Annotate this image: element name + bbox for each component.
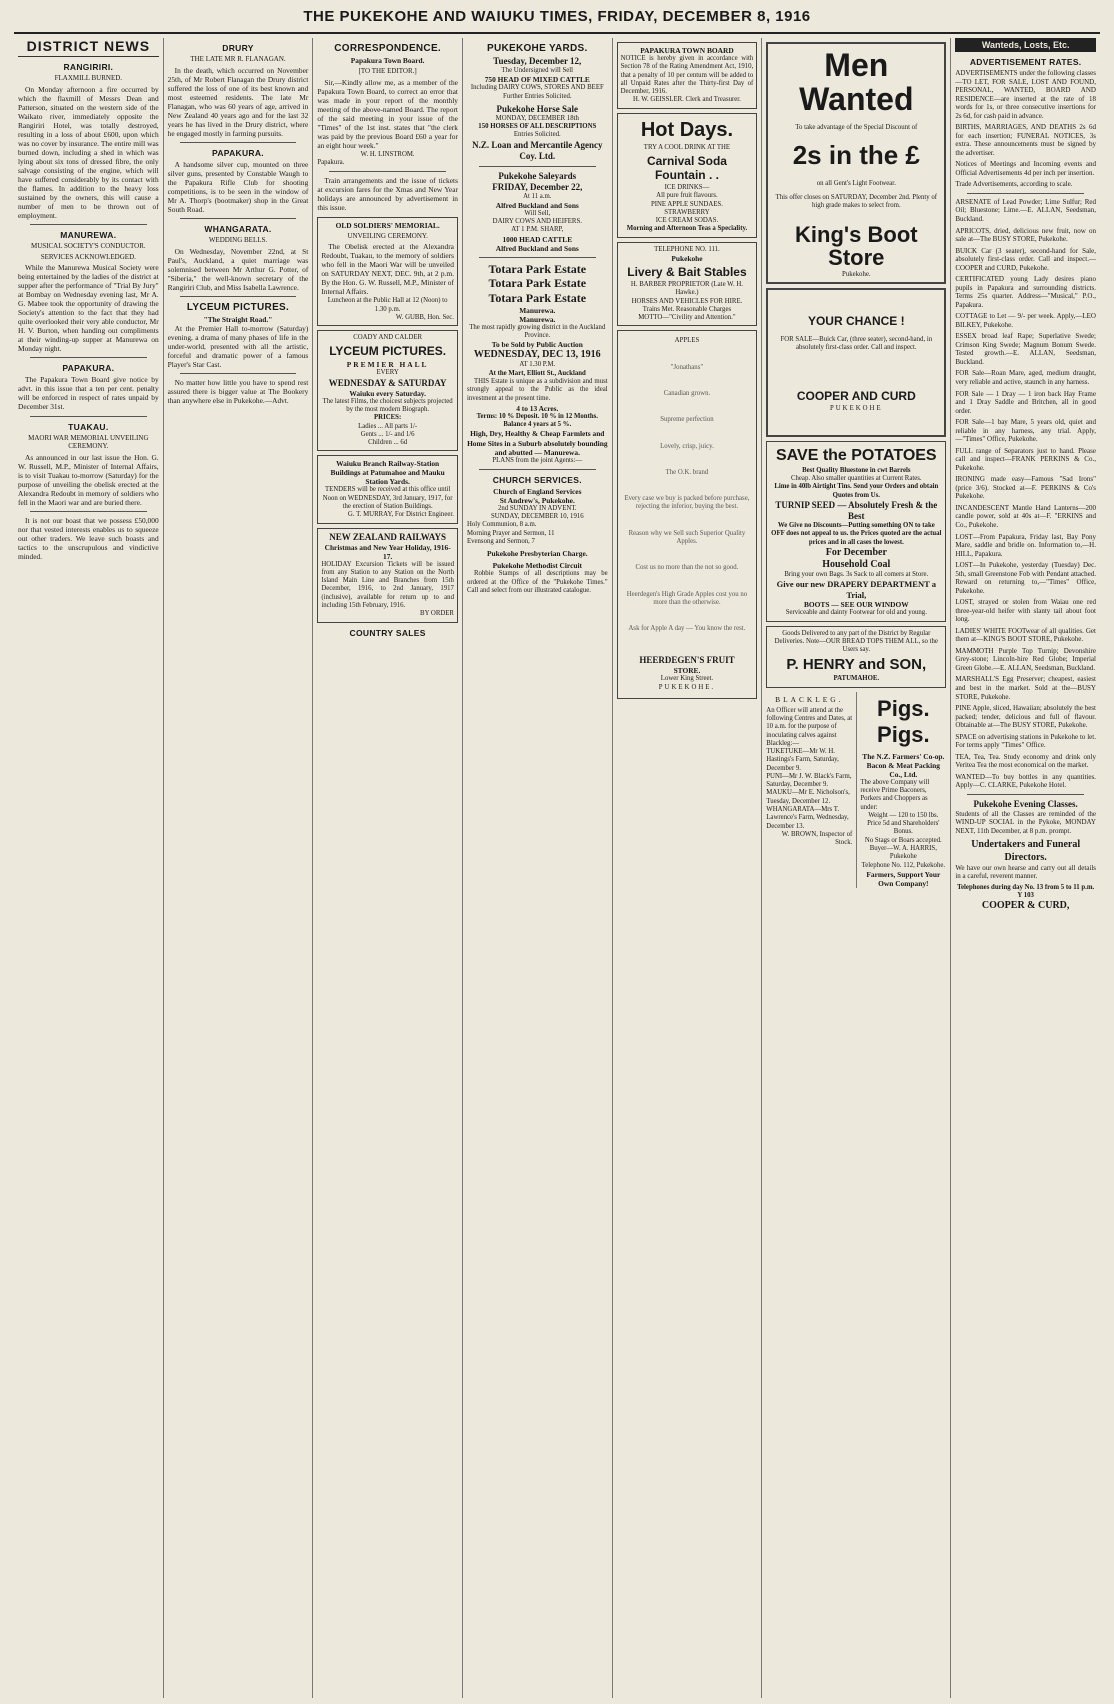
divider — [479, 469, 596, 470]
nostag: No Stags or Boars accepted. — [864, 836, 942, 844]
drapery: Give our new DRAPERY DEPARTMENT a Trial, — [776, 579, 937, 600]
heading: ADVERTISEMENT RATES. — [969, 57, 1082, 67]
place: Papakura. — [317, 159, 345, 167]
reason: Reason why we Sell such Superior Quality Apples. — [628, 529, 746, 545]
apples-ad — [617, 330, 758, 699]
heading: MANUREWA. — [60, 230, 117, 240]
pigs-ad — [856, 692, 946, 888]
divider — [180, 218, 297, 219]
teas: Morning and Afternoon Teas a Speciality. — [626, 225, 748, 233]
luncheon: Luncheon at the Public Hall at 12 (Noon) to 1.30 p.m. — [327, 297, 448, 313]
venue: PREMIER HALL — [346, 360, 429, 370]
discount-amount: 2s in the £ — [792, 140, 920, 171]
sell: The Undersigned will Sell — [501, 66, 574, 74]
store: HEERDEGEN'S FRUIT — [639, 655, 735, 666]
church: Pukekohe Methodist Circuit — [492, 561, 582, 571]
subheading: THE LATE MR R. FLANAGAN. — [190, 55, 286, 63]
costs: Cost us no more than the not so good. — [635, 564, 739, 572]
classified-ad: LOST—In Pukekohe, yesterday (Tuesday) Dec. 5th, small Greenstone Fob with Pendant attached. Reward on returning to,—"Times" Office, Pukekohe. — [955, 561, 1096, 595]
heading: BLACKLEG. — [775, 694, 844, 704]
stamps: Robbie Stamps of all descriptions may be ordered at the Office of the "Pukekohe Times." Call and select from our illustrated catalogue. — [466, 570, 608, 594]
lime: Lime in 40lb Airtight Tins. Send your Orders and obtain Quotes from Us. — [774, 483, 939, 499]
officer: An Officer will attend at the following Centres and Dates, at 10 a.m. for the purpose of inoculating calves against Blackleg:— — [766, 706, 853, 747]
engineer: G. T. MURRAY, For District Engineer. — [347, 511, 454, 519]
classified-ad: TEA, Tea, Tea. Study economy and drink only Veritea Tea the most economical on the market. — [955, 752, 1096, 770]
classified-ad: FOR Sale — 1 Dray — 1 iron back Hay Frame and 1 Dray Saddle and Britchen, all in good order. — [955, 389, 1096, 415]
horses: HORSES AND VEHICLES FOR HIRE. — [631, 297, 743, 305]
article-text: Sir,—Kindly allow me, as a member of the Papakura Town Board, to correct an error that was made in your report of the monthly meeting of the above-named Board. The report of the said meeting in your issue of the "Times" of the 1st inst. states that "the clerk was paid by the previous Board £60 a year for an eight hour week." — [317, 77, 458, 150]
town-board-notice — [617, 42, 758, 109]
date: Tuesday, December 12, — [493, 56, 582, 66]
estate-title: Totara Park Estate — [488, 276, 587, 291]
article-text: Train arrangements and the issue of tickets at excursion fares for the Xmas and New Year holidays are announced by advertisement in this issue. — [317, 176, 458, 213]
offer: This offer closes on SATURDAY, December 2nd. Plenty of high grade makes to select from. — [775, 194, 938, 210]
heading: Waiuku Branch Railway-Station Buildings at Patumahoe and Mauku Station Yards. — [330, 459, 445, 487]
classified-ad: INCANDESCENT Mantle Hand Lanterns—200 candle power, sold at 40s at—F. "ERKINS and Co., Pukekohe. — [955, 503, 1096, 529]
heading: Pukekohe Evening Classes. — [973, 798, 1078, 809]
heading: WHANGARATA. — [204, 223, 272, 234]
agency: N.Z. Loan and Mercantile Agency Coy. Ltd. — [472, 139, 603, 161]
classified-ad: LOST—From Papakura, Friday last, Bay Pony Mare, saddle and bridle on. Information to,—H. HILL, Papakura. — [955, 532, 1096, 558]
service: Evensong and Sermon, 7 — [466, 538, 535, 546]
subheading: MAORI WAR MEMORIAL UNVEILING CEREMONY. — [28, 433, 149, 451]
auction-date: WEDNESDAY, DEC 13, 1916 — [473, 349, 601, 361]
church: Pukekohe Presbyterian Charge. — [486, 549, 588, 559]
subheading: Christmas and New Year Holiday, 1916-17. — [324, 542, 451, 561]
headline: Men Wanted — [799, 47, 914, 117]
section-title: DISTRICT NEWS — [18, 38, 159, 57]
column-sales — [463, 38, 613, 1698]
title: LYCEUM PICTURES. — [329, 344, 447, 359]
auction-time: AT 1.30 P.M. — [519, 361, 556, 369]
column-district-news — [14, 38, 164, 1698]
bottom-ads — [766, 692, 946, 888]
divider — [329, 171, 446, 172]
blackleg-notice — [766, 692, 852, 888]
subheading: FLAXMILL BURNED. — [54, 74, 123, 82]
terms: Terms: 10 % Deposit. 10 % in 12 Months. Balance 4 years at 5 %. — [476, 412, 598, 429]
apples: APPLES — [674, 337, 700, 345]
classified-ad: ESSEX broad leaf Rape; Superlative Swede; Crimson King Swede; Magnum Bonum Swede. Tested growth.—E. ALLAN, Seedsman, Buckland. — [955, 332, 1096, 366]
headline: Hot Days. — [640, 118, 734, 141]
strawberry: STRAWBERRY — [664, 208, 710, 216]
livery-ad — [617, 242, 758, 327]
heading: CORRESPONDENCE. — [334, 43, 442, 54]
fountain: Carnival Soda Fountain . . — [646, 154, 727, 182]
tender-notice — [317, 455, 458, 523]
motto: MOTTO—"Civility and Attention." — [638, 314, 736, 322]
days: WEDNESDAY & SATURDAY — [328, 377, 447, 388]
subheading: Papakura Town Board. — [350, 56, 425, 65]
bluestone: Best Quality Bluestone in cwt Barrels — [802, 466, 911, 474]
heading: COUNTRY SALES — [349, 627, 426, 638]
entries: Entries Solicited. — [513, 131, 561, 139]
kings-boot-ad — [766, 42, 946, 284]
weight: Weight — 120 to 150 lbs. — [868, 811, 939, 819]
location: Manurewa. — [519, 305, 556, 315]
column-local — [164, 38, 314, 1698]
trains: Trains Met. Reasonable Charges — [642, 305, 732, 313]
horses: 150 HORSES OF ALL DESCRIPTIONS — [478, 123, 597, 131]
classified-ad: FOR Sale—Roan Mare, aged, medium draught, very reliable and active, staunch in any harness. — [955, 369, 1096, 386]
advent: 2nd SUNDAY IN ADVENT. — [497, 504, 577, 512]
tender-text: TENDERS will be received at this office until Noon on WEDNESDAY, 3rd January, 1917, for the erection of Station Buildings. — [322, 486, 453, 511]
description: The latest Films, the choicest subjects projected by the most modern Biograph. — [322, 397, 453, 413]
sodas: ICE CREAM SODAS. — [655, 217, 719, 225]
town: PATUMAHOE. — [833, 675, 880, 683]
town: PUKEKOHE. — [658, 683, 716, 691]
heading: LYCEUM PICTURES. — [186, 301, 290, 313]
classified-ad: LOST, strayed or stolen from Waiau one red three-year-old heifer with slanty tail about foot long. — [955, 598, 1096, 624]
classified-ad: BUICK Car (3 seater), second-hand for Sale, absolutely first-class order. Call and inspect.—COOPER and CURD, Pukekohe. — [955, 246, 1096, 272]
auction: To be Sold by Public Auction — [491, 340, 583, 350]
divider — [479, 166, 596, 167]
secretary: W. GUBB, Hon. Sec. — [395, 313, 454, 321]
turnip: TURNIP SEED — Absolutely Fresh & the Best — [775, 500, 938, 522]
subheading: "The Straight Road." — [203, 314, 273, 324]
try: TRY A COOL DRINK AT THE — [643, 143, 731, 151]
telephone: Telephone No. 112, Pukekohe. — [861, 861, 946, 869]
cheap: Cheap. Also smaller quantities at Current Rates. — [790, 475, 922, 483]
proprietor: H. BARBER PROPRIETOR (Late W. H. Hawke.) — [630, 281, 743, 297]
store-ad — [766, 441, 946, 622]
classified-ad: FULL range of Separators just to hand. Please call and inspect—FRANK PERKINS & Co., Pukekohe. — [955, 446, 1096, 472]
heading: PUKEKOHE YARDS. — [486, 43, 588, 54]
classified-ad: IRONING made easy—Famous "Sad Irons" (price 3/6). Stocked at—F. PERKINS & Co's Pukekohe. — [955, 475, 1096, 501]
railways-notice — [317, 528, 458, 623]
classified-ad: APRICOTS, dried, delicious new fruit, now on sale at—The BUSY STORE, Pukekohe. — [955, 226, 1096, 244]
railway-text: HOLIDAY Excursion Tickets will be issued from any Station to any Station on the North Island Main Line and Branches from 15th December, 1916, to 2nd January, 1917 (inclusive), available for return up to and including 15th February, 1916. — [321, 560, 454, 610]
clerk: H. W. GEISSLER. Clerk and Treasurer. — [633, 96, 741, 104]
every: EVERY — [376, 369, 399, 377]
price: Price 5d and Shareholders' Bonus. — [867, 820, 940, 836]
receive: The above Company will receive Prime Baconers, Porkers and Choppers as under: — [860, 778, 930, 811]
column-correspondence — [313, 38, 463, 1698]
order: BY ORDER — [420, 610, 454, 618]
potatoes: SAVE the POTATOES — [775, 446, 937, 464]
price-children: Children ... 6d — [368, 439, 408, 447]
sundaes: PINE APPLE SUNDAES. — [650, 200, 723, 208]
lyceum-ad — [317, 330, 458, 451]
buyer: Buyer—W. A. HARRIS, Pukekohe — [869, 844, 937, 861]
cooper-curd-ad — [766, 288, 946, 437]
auctioneer: Alfred Buckland and Sons — [495, 200, 579, 210]
classified-ad: WANTED—To buy bottles in any quantities. Apply—C. CLARKE, Pukekohe Hotel. — [955, 772, 1096, 790]
lovely: Lovely, crisp, juicy. — [660, 442, 714, 450]
classified-ad: PINE Apple, sliced, Hawaiian; absolutely the best packed; tender, delicious and full of flavour. Obtainable at—The BUSY STORE, Pukekohe. — [955, 704, 1096, 730]
dairy: DAIRY COWS AND HEIFERS. — [492, 218, 582, 226]
growing: The most rapidly growing district in the Auckland Province. — [469, 323, 606, 339]
december: For December — [825, 546, 887, 558]
cattle: 750 HEAD OF MIXED CATTLE — [484, 75, 590, 85]
subheading: MUSICAL SOCIETY'S CONDUCTOR. — [31, 242, 146, 250]
centre: MAUKU—Mr E. Nicholson's, Tuesday, December 12. — [766, 789, 850, 805]
company: COOPER AND CURD — [796, 388, 916, 403]
livery: Livery & Bait Stables — [627, 265, 747, 279]
auctioneer: Alfred Buckland and Sons — [495, 243, 579, 253]
company: The N.Z. Farmers' Co-op. Bacon & Meat Packing Co., Ltd. — [862, 751, 945, 779]
masthead: THE PUKEKOHE AND WAIUKU TIMES, FRIDAY, DECEMBER 8, 1916 — [14, 8, 1100, 34]
signature: W. H. LINSTROM. — [360, 150, 415, 158]
heading: PAPAKURA. — [211, 147, 264, 158]
sale-text: FOR SALE—Buick Car, (three seater), second-hand, in absolutely first-class order. Call and inspect. — [780, 336, 933, 352]
cattle: 1000 HEAD CATTLE — [502, 234, 573, 244]
coal-price: Bring your own Bags. 3s Sack to all comers at Store. — [784, 571, 929, 579]
divider — [180, 373, 297, 374]
classified-ad: LADIES' WHITE FOOTwear of all qualities. Get them at—KING'S BOOT STORE, Pukekohe. — [955, 626, 1096, 644]
sunday: SUNDAY, DECEMBER 10, 1916 — [490, 513, 584, 521]
coal: Household Coal — [822, 559, 891, 571]
column-ads — [613, 38, 763, 1698]
article-text: As announced in our last issue the Hon. G. W. Russell, M.P., Minister of Internal Affairs, is to visit Tuakau to-morrow (Saturday) for the purpose of unveiling the obelisk erected at the Alexandra Redoubt in memory of soldiers who fell in the Maori war and are buried there. — [18, 452, 159, 507]
article-text: A handsome silver cup, mounted on three silver guns, presented by Constable Waugh to the Papakura Rifle Club for shooting competitions, is to be seen in the window of Mr A. Thorp's (bootmaker) shop in the Great South Road. — [167, 159, 309, 214]
rates-text: ADVERTISEMENTS under the following classes—TO LET, FOR SALE, LOST AND FOUND, PERSONAL, WANTED, BOARD AND RESIDENCE—are inserted at the rate of 18 words for 1s, or three consecutive insertions for 2s 6d, for cash paid in advance. — [955, 69, 1096, 120]
heerdegen: Heerdegen's High Grade Apples cost you no more than the otherwise. — [626, 590, 748, 606]
heading: RANGIRIRI. — [63, 62, 114, 72]
time: AT 1 P.M. SHARP, — [511, 226, 564, 234]
including: Including DAIRY COWS, STORES AND BEEF — [470, 84, 604, 92]
heading: NEW ZEALAND RAILWAYS — [329, 531, 446, 542]
divider — [30, 357, 147, 358]
rates-text: Trade Advertisements, according to scale. — [955, 180, 1073, 189]
jonathans: "Jonathans" — [670, 363, 704, 371]
classified-ad: CERTIFICATED young Lady desires piano pupils in Papakura and surrounding districts. Terms 25s quarter. Address—"Musical," P.O., Papakura. — [955, 275, 1096, 309]
article-text: On Wednesday, November 22nd, at St Paul's, Auckland, a quiet marriage was solemnised between Mr Arthur G. Potter, of "Siberia," the well-known secretary of the Rangiriri Club, and Miss Isabella Lawrence. — [167, 246, 309, 292]
classified-ad: SPACE on advertising stations in Pukekohe to let. For terms apply "Times" Office. — [955, 732, 1096, 750]
columns — [14, 38, 1100, 1698]
centre: TUKETUKE—Mr W. H. Hastings's Farm, Saturday, December 9. — [766, 748, 839, 772]
article-text: At the Premier Hall to-morrow (Saturday) evening, a drama of many phases of life in the under-world, presented with all the artistic, forceful and dramatic power of a famous Player's Star Cast. — [167, 323, 309, 369]
discount: To take advantage of the Special Discount of — [795, 124, 918, 132]
store: STORE. — [673, 666, 701, 676]
classified-ad: ARSENATE of Lead Powder; Lime Sulfur; Red Oil; Bluestone; Lime.—E. ALLAN, Seedsman, Buckland. — [955, 197, 1096, 223]
classified-ad: MARSHALL'S Egg Preserver; cheapest, easiest and best in the market. Sold at the—BUSY STORE, Pukekohe. — [955, 675, 1096, 701]
company: COOPER & CURD, — [981, 900, 1070, 912]
article-text: In the death, which occurred on November 25th, of Mr Robert Flanagan the Drury district suffered the loss of one of its best known and most esteemed residents. The late Mr Flanagan, who was 60 years of age, arrived in New Zealand 40 years ago and for the last 32 years he has lived in the Drury district, where he engaged mostly in farming pursuits. — [167, 65, 309, 138]
price-gents: Gents ... 1/- and 1/6 — [360, 430, 415, 438]
memorial-notice — [317, 217, 458, 327]
divider — [967, 794, 1084, 795]
acres: 4 to 13 Acres. — [516, 403, 559, 413]
rates-text: Notices of Meetings and Incoming events and Official Advertisements 4d per inch per insertion. — [955, 160, 1096, 177]
plans: PLANS from the joint Agents:— — [492, 456, 583, 464]
service: Morning Prayer and Sermon, 11 — [466, 529, 555, 537]
divider — [180, 296, 297, 297]
church: St Andrew's, Pukekohe. — [499, 495, 575, 505]
subheading: [TO THE EDITOR.] — [358, 67, 417, 76]
date: FRIDAY, December 22, — [492, 181, 583, 192]
headline: YOUR CHANCE ! — [807, 314, 905, 329]
company: P. HENRY and SON, — [786, 656, 927, 674]
article-text: While the Manurewa Musical Society were being entertained by the ladies of the district at supper after the performance of "Trial By Jury" at Bombay on Wednesday evening last, Mr A. G. Mabee took the opportunity of drawing the Society's attention to the fact that they had quite overlooked their very able conductor, Mr H. V. Burton, when handing out compliments at their winding-up supper at Manurewa on Monday night. — [18, 263, 159, 354]
time: At 11 a.m. — [523, 192, 552, 200]
subheading: UNVEILING CEREMONY. — [347, 231, 428, 240]
date: MONDAY, DECEMBER 18th — [495, 114, 579, 122]
town: Pukekohe. — [842, 270, 871, 278]
service: Holy Communion, 8 a.m. — [466, 521, 537, 529]
company: COADY AND CALDER — [353, 334, 423, 342]
location: Manurewa. — [519, 314, 556, 324]
classified-ad: FOR Sale—1 bay Mare, 5 years old, quiet and reliable in any harness, any trial. Apply,—"Times" Office, Pukekohe. — [955, 418, 1096, 444]
drinks: ICE DRINKS— — [664, 184, 710, 191]
saleyards: Pukekohe Saleyards — [498, 170, 577, 181]
subheading: SERVICES ACKNOWLEDGED. — [40, 252, 136, 261]
notice: NOTICE is hereby given in accordance with Section 78 of the Rating Amendment Act, 1910, that a penalty of 10 per centum will be added to all Unpaid Rates after the Thirty-first Day of December, 1916. — [620, 55, 754, 96]
discounts: We Give no Discounts—Putting something ON to take OFF does not appeal to us. the Prices quoted are the actual prices and in all cases the lowest. — [771, 521, 942, 546]
service: Serviceable and dainty Footwear for old and young. — [785, 609, 927, 617]
headline: Pigs. Pigs. — [877, 695, 930, 747]
prices: PRICES: — [374, 414, 402, 422]
estate-title: Totara Park Estate — [488, 291, 587, 305]
article-text: On Monday afternoon a fire occurred by which the flaxmill of Messrs Dean and Patterson, situated on the western side of the Waikato river, immediately opposite the Rangiriri Hotel, was totally destroyed, resulting in a loss of about £600, upon which was no cover by insurance. The entire mill was burned down, including a shed in which was lying about six tons of dressed fibre, the only salvage consisting of the engine, which will have suffered considerably by its contact with the flames. In addition to the heavy loss sustained by the owners, this will cause a number of men to be thrown out of employment. — [18, 84, 159, 220]
ok-brand: The O.K. brand — [665, 468, 709, 476]
price-ladies: Ladies ... All parts 1/- — [358, 422, 418, 430]
highdry: High, Dry, Healthy & Cheap Farmlets and Home Sites in a Suburb absolutely bounding and abutted — Manurewa. — [467, 429, 608, 457]
heading: OLD SOLDIERS' MEMORIAL. — [335, 220, 440, 230]
flavours: All pure fruit flavours. — [656, 192, 718, 200]
undertakers-text: We have our own hearse and carry out all details in a careful, reverent manner. — [955, 863, 1096, 881]
ask: Ask for Apple A day — You know the rest. — [628, 625, 746, 633]
supreme: Supreme perfection — [660, 416, 714, 424]
centre: WHANGARATA—Mrs T. Lawrence's Farm, Wednesday, December 13. — [766, 806, 849, 830]
inspector: W. BROWN, Inspector of Stock. — [781, 830, 853, 847]
notice-text: The Obelisk erected at the Alexandra Redoubt, Tuakau, to the memory of soldiers who fell in the Maori War will be unveiled on SATURDAY NEXT, DEC. 9th, at 2 p.m. By the Hon. G. W. Russell, M.P., Minister of Internal Affairs. — [321, 242, 454, 297]
street: Lower King Street. — [660, 675, 714, 683]
henry-ad — [766, 626, 946, 688]
soda-ad — [617, 113, 758, 238]
heading: DRURY — [222, 43, 254, 53]
canadian: Canadian grown. — [663, 389, 711, 397]
heading: Undertakers and Funeral Directors. — [971, 839, 1081, 863]
footwear: on all Gent's Light Footwear. — [816, 179, 896, 187]
classified-ad: COTTAGE to Let — 9/- per week. Apply,—LEO BILKEY, Pukekohe. — [955, 312, 1096, 329]
horse-sale: Pukekohe Horse Sale — [496, 103, 579, 114]
telephone: TELEPHONE NO. 111. — [654, 245, 720, 253]
auction-place: At the Mart, Elliott St., Auckland — [488, 369, 586, 377]
column-display-ads — [762, 38, 951, 1698]
article-text: The Papakura Town Board give notice by advt. in this issue that a ten per cent. penalty will be enforced in respect of rates unpaid by December 31st. — [18, 375, 159, 412]
classes-text: Students of all the Classes are reminded of the WIND-UP SOCIAL in the Pykoke, MONDAY NEXT, 11th December, at 8 p.m. prompt. — [955, 809, 1096, 835]
estate-text: THIS Estate is unique as a subdivision and must strongly appeal to the Public as the ideal investment at the present time. — [466, 378, 608, 402]
willsell: Will Sell, — [524, 209, 551, 217]
divider — [967, 193, 1084, 194]
column-classifieds — [951, 38, 1100, 1698]
further: Further Entries Solicited. — [503, 92, 572, 100]
heading: PAPAKURA TOWN BOARD — [640, 46, 734, 55]
church: Church of England Services — [493, 486, 582, 496]
heading: TUAKAU. — [68, 421, 109, 432]
heading: PAPAKURA. — [62, 363, 115, 374]
estate-title: Totara Park Estate — [488, 261, 587, 276]
classified-ad: MAMMOTH Purple Top Turnip; Devonshire Grey-stone; Lincoln-hire Red Globe; Imperial Green Globe.—E. ALLAN, Seedsman, Buckland. — [955, 646, 1096, 672]
boots: BOOTS — SEE OUR WINDOW — [804, 600, 909, 610]
goods: Goods Delivered to any part of the District by Regular Deliveries. Note—OUR BREAD TOPS THEM ALL, so the Users say. — [774, 629, 938, 654]
article-text: It is not our boast that we possess £50,000 nor that vested interests enables us to squeeze out other traders. We leave such boasts and tactics to the unscrupulous and vindictive minded. — [18, 515, 159, 561]
support: Farmers, Support Your Own Company! — [866, 869, 941, 888]
town: PUKEKOHE — [829, 404, 883, 412]
divider — [30, 224, 147, 225]
store-name: King's Boot Store — [795, 221, 918, 270]
telephone: Telephones during day No. 13 from 5 to 11 p.m. Y 103 — [957, 883, 1095, 900]
divider — [30, 511, 147, 512]
divider — [180, 142, 297, 143]
divider — [479, 257, 596, 258]
every-case: Every case we buy is packed before purchase, rejecting the inferior, buying the best. — [624, 495, 750, 511]
centre: PUNI—Mr J. W. Black's Farm, Saturday, December 9. — [766, 772, 852, 789]
waiuku: Waiuku every Saturday. — [349, 388, 426, 398]
rates-text: BIRTHS, MARRIAGES, AND DEATHS 2s 6d for each insertion; FUNERAL NOTICES, 3s extra. These announcements must be signed by the advertiser. — [955, 123, 1096, 157]
town: Pukekohe — [671, 253, 703, 263]
divider — [30, 416, 147, 417]
article-text: No matter how little you have to spend rest assured there is bigger value at The Bookery than anywhere else in Pukekohe.—Advt. — [167, 377, 309, 405]
section-title: Wanteds, Losts, Etc. — [955, 38, 1096, 52]
heading: CHURCH SERVICES. — [492, 474, 582, 485]
subheading: WEDDING BELLS. — [208, 235, 268, 244]
